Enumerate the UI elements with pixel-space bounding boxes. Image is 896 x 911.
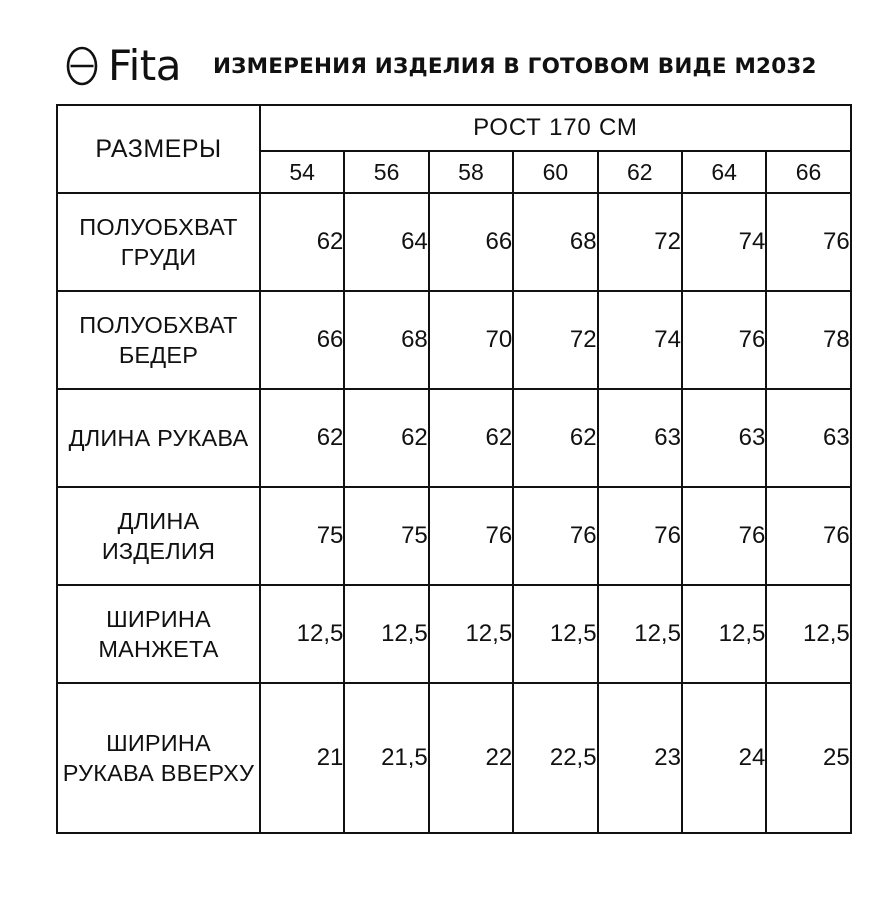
cell-value: 62 (513, 389, 597, 487)
cell-value: 24 (682, 683, 766, 833)
size-column-56: 56 (344, 151, 428, 193)
row-label: ДЛИНА ИЗДЕЛИЯ (57, 487, 260, 585)
table-row (57, 683, 851, 833)
page-title: ИЗМЕРЕНИЯ ИЗДЕЛИЯ В ГОТОВОМ ВИДЕ М2032 (212, 53, 817, 79)
cell-value: 76 (429, 487, 513, 585)
cell-value: 74 (682, 193, 766, 291)
document-header (0, 0, 896, 88)
size-column-64: 64 (682, 151, 766, 193)
cell-value: 23 (598, 683, 682, 833)
cell-value: 12,5 (429, 585, 513, 683)
cell-value: 72 (513, 291, 597, 389)
cell-value: 63 (766, 389, 850, 487)
cell-value: 12,5 (766, 585, 850, 683)
cell-value: 63 (598, 389, 682, 487)
table-row (57, 193, 851, 291)
cell-value: 75 (344, 487, 428, 585)
measurements-table-container (0, 88, 896, 834)
size-column-60: 60 (513, 151, 597, 193)
size-column-62: 62 (598, 151, 682, 193)
table-header-row-top (57, 105, 851, 151)
cell-value: 63 (682, 389, 766, 487)
cell-value: 74 (598, 291, 682, 389)
table-row (57, 487, 851, 585)
cell-value: 62 (429, 389, 513, 487)
row-label: ШИРИНА МАНЖЕТА (57, 585, 260, 683)
row-label: ПОЛУОБХВАТ ГРУДИ (57, 193, 260, 291)
brand-name: Fita (108, 41, 181, 90)
size-column-54: 54 (260, 151, 344, 193)
size-column-58: 58 (429, 151, 513, 193)
table-row (57, 291, 851, 389)
table-row (57, 389, 851, 487)
cell-value: 76 (598, 487, 682, 585)
cell-value: 66 (260, 291, 344, 389)
cell-value: 21 (260, 683, 344, 833)
cell-value: 12,5 (344, 585, 428, 683)
cell-value: 62 (344, 389, 428, 487)
cell-value: 68 (513, 193, 597, 291)
cell-value: 21,5 (344, 683, 428, 833)
header-sizes: РАЗМЕРЫ (57, 105, 260, 193)
cell-value: 76 (766, 193, 850, 291)
cell-value: 25 (766, 683, 850, 833)
cell-value: 12,5 (513, 585, 597, 683)
cell-value: 70 (429, 291, 513, 389)
brand-logo (62, 41, 181, 90)
measurements-table (56, 104, 852, 834)
table-head (57, 105, 851, 193)
cell-value: 76 (766, 487, 850, 585)
table-body (57, 193, 851, 833)
cell-value: 22,5 (513, 683, 597, 833)
cell-value: 22 (429, 683, 513, 833)
row-label: ДЛИНА РУКАВА (57, 389, 260, 487)
cell-value: 62 (260, 193, 344, 291)
cell-value: 12,5 (260, 585, 344, 683)
cell-value: 78 (766, 291, 850, 389)
cell-value: 66 (429, 193, 513, 291)
cell-value: 62 (260, 389, 344, 487)
header-height-group: РОСТ 170 СМ (260, 105, 851, 151)
cell-value: 68 (344, 291, 428, 389)
cell-value: 12,5 (598, 585, 682, 683)
cell-value: 72 (598, 193, 682, 291)
cell-value: 64 (344, 193, 428, 291)
size-column-66: 66 (766, 151, 850, 193)
cell-value: 76 (513, 487, 597, 585)
row-label: ПОЛУОБХВАТ БЕДЕР (57, 291, 260, 389)
cell-value: 76 (682, 487, 766, 585)
row-label: ШИРИНА РУКАВА ВВЕРХУ (57, 683, 260, 833)
cell-value: 75 (260, 487, 344, 585)
cell-value: 12,5 (682, 585, 766, 683)
cell-value: 76 (682, 291, 766, 389)
table-row (57, 585, 851, 683)
fita-circle-logo-icon (62, 46, 102, 86)
